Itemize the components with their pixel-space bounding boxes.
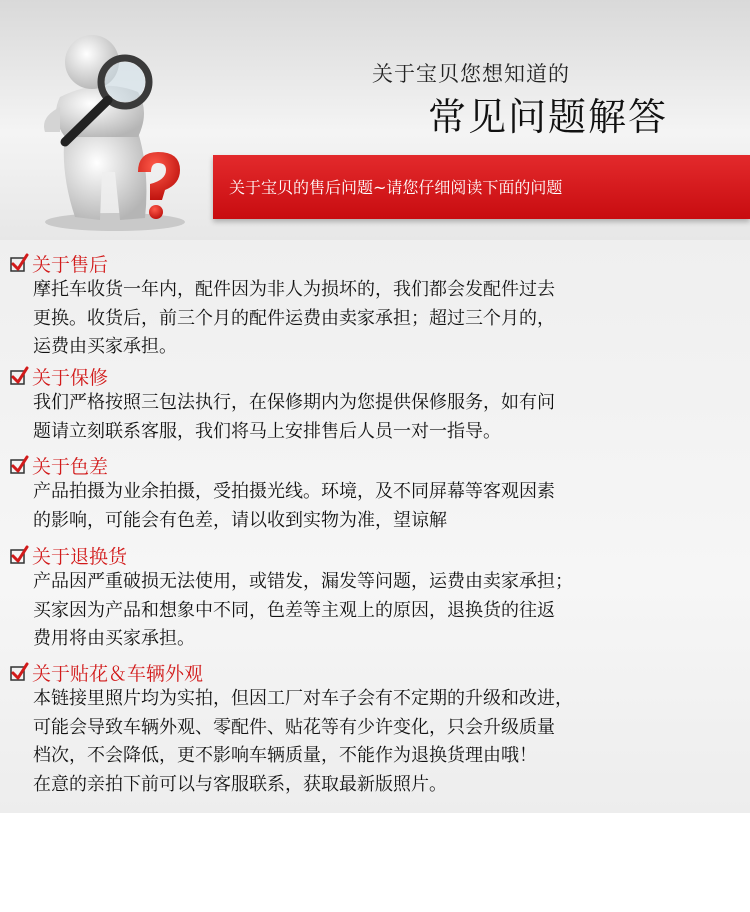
section-title: 关于色差 — [32, 455, 109, 478]
faq-section-after-sales — [8, 250, 738, 362]
faq-section-decals-appearance — [8, 659, 738, 799]
magnifier-figure-icon — [20, 22, 220, 237]
section-line: 在意的亲拍下前可以与客服联系，获取最新版照片。 — [33, 773, 447, 795]
checkbox-check-icon — [8, 252, 30, 274]
notice-banner — [213, 155, 750, 219]
section-line: 我们严格按照三包法执行，在保修期内为您提供保修服务，如有问 — [33, 392, 555, 413]
section-line: 可能会导致车辆外观、零配件、贴花等有少许变化，只会升级质量 — [33, 716, 555, 738]
section-line: 摩托车收货一年内，配件因为非人为损坏的，我们都会发配件过去 — [33, 279, 555, 300]
section-line: 费用将由买家承担。 — [33, 628, 195, 649]
section-line: 更换。收货后，前三个月的配件运费由卖家承担；超过三个月的， — [33, 307, 555, 329]
faq-section-returns — [8, 542, 738, 654]
faq-section-warranty — [8, 363, 738, 446]
faq-content — [0, 240, 750, 813]
section-title: 关于贴花＆车辆外观 — [32, 662, 204, 685]
section-line: 的影响，可能会有色差，请以收到实物为准，望谅解 — [33, 509, 447, 531]
section-title: 关于保修 — [32, 366, 109, 389]
faq-section-color-difference — [8, 452, 738, 535]
section-line: 产品因严重破损无法使用，或错发，漏发等问题，运费由卖家承担； — [33, 571, 573, 592]
section-line: 产品拍摄为业余拍摄，受拍摄光线。环境，及不同屏幕等客观因素 — [33, 481, 555, 502]
page-title: 常见问题解答 — [428, 95, 669, 139]
faq-banner — [0, 0, 750, 240]
section-line: 题请立刻联系客服，我们将马上安排售后人员一对一指导。 — [33, 420, 501, 442]
checkbox-check-icon — [8, 544, 30, 566]
section-title: 关于售后 — [32, 253, 109, 276]
checkbox-check-icon — [8, 661, 30, 683]
checkbox-check-icon — [8, 454, 30, 476]
section-line: 买家因为产品和想象中不同，色差等主观上的原因，退换货的往返 — [33, 599, 555, 621]
section-line: 运费由买家承担。 — [33, 336, 177, 357]
checkbox-check-icon — [8, 365, 30, 387]
notice-banner-text: 关于宝贝的售后问题~请您仔细阅读下面的问题 — [229, 178, 563, 197]
section-title: 关于退换货 — [32, 545, 128, 568]
section-line: 档次，不会降低，更不影响车辆质量，不能作为退换货理由哦！ — [33, 745, 537, 766]
section-line: 本链接里照片均为实拍，但因工厂对车子会有不定期的升级和改进， — [33, 688, 573, 709]
faq-subtitle: 关于宝贝您想知道的 — [372, 62, 570, 86]
